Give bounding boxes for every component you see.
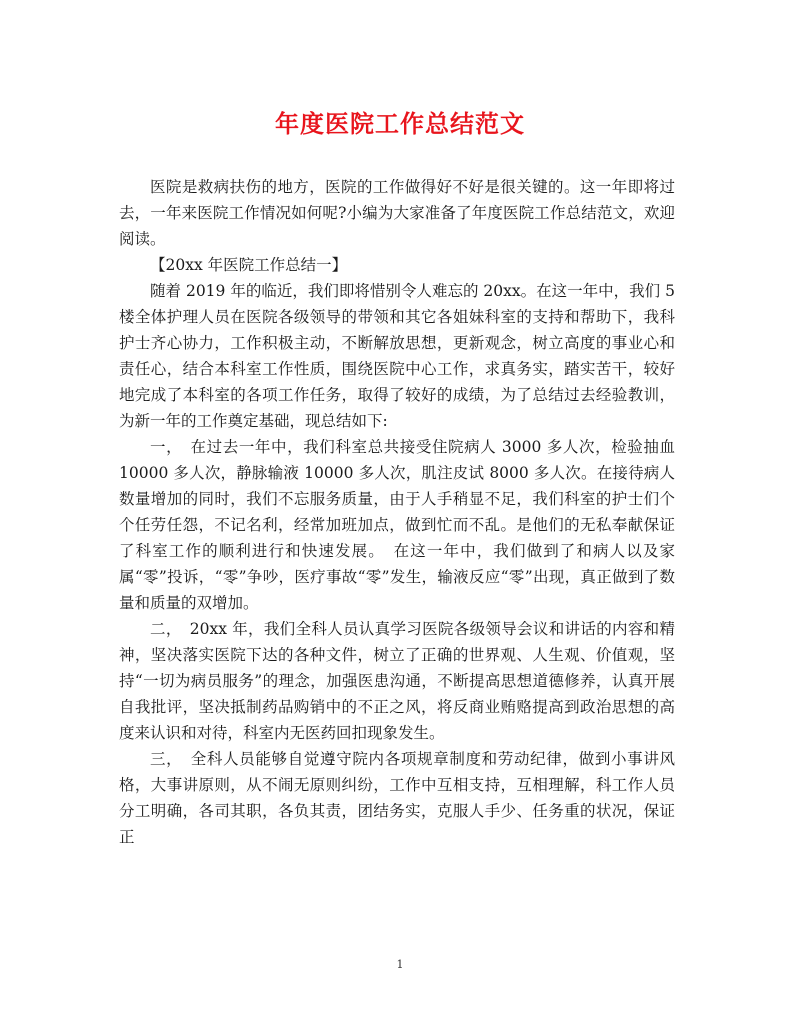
body-paragraph: 二， 20xx 年，我们全科人员认真学习医院各级领导会议和讲话的内容和精神，坚决落实医院下达的各种文件，树立了正确的世界观、人生观、价值观，坚持“一切为病员服务”的理念，加强医患沟通，不断提高思想道德修养，认真开展自我批评，坚决抵制药品购销中的不正之风，将反商业贿赂提高到政治思想的高度来认识和对待，科室内无医药回扣现象发生。 <box>119 620 675 742</box>
page-number: 1 <box>396 958 404 971</box>
section-heading: 【20xx 年医院工作总结一】 <box>150 256 348 274</box>
body-paragraph: 三， 全科人员能够自觉遵守院内各项规章制度和劳动纪律，做到小事讲风格，大事讲原则，从不闹无原则纠纷，工作中互相支持，互相理解，科工作人员分工明确，各司其职，各负其责，团结务实，克服人手少、任务重的状况，保证正 <box>119 750 675 846</box>
document-body <box>119 174 675 850</box>
body-paragraph: 随着 2019 年的临近，我们即将惜别令人难忘的 20xx。在这一年中，我们 5 楼全体护理人员在医院各级领导的带领和其它各姐妹科室的支持和帮助下，我科护士齐心协力，工作积极主动，不断解放思想，更新观念，树立高度的事业心和责任心，结合本科室工作性质，围绕医院中心工作，求真务实，踏实苦干，较好地完成了本科室的各项工作任务，取得了较好的成绩，为了总结过去经验教训，为新一年的工作奠定基础，现总结如下: <box>119 282 675 430</box>
intro-paragraph: 医院是救病扶伤的地方，医院的工作做得好不好是很关键的。这一年即将过去，一年来医院工作情况如何呢?小编为大家准备了年度医院工作总结范文，欢迎阅读。 <box>119 178 675 248</box>
document-title: 年度医院工作总结范文 <box>275 109 525 138</box>
body-paragraph: 一， 在过去一年中，我们科室总共接受住院病人 3000 多人次，检验抽血 10000 多人次，静脉输液 10000 多人次，肌注皮试 8000 多人次。在接待病人数量增加的同时，我们不忘服务质量，由于人手稍显不足，我们科室的护士们个个任劳任怨，不记名利，经常加班加点，做到忙而不乱。是他们的无私奉献保证了科室工作的顺利进行和快速发展。 在这一年中，我们做到了和病人以及家属“零”投诉，“零”争吵，医疗事故“零”发生，输液反应“零”出现，真正做到了数量和质量的双增加。 <box>119 438 675 612</box>
